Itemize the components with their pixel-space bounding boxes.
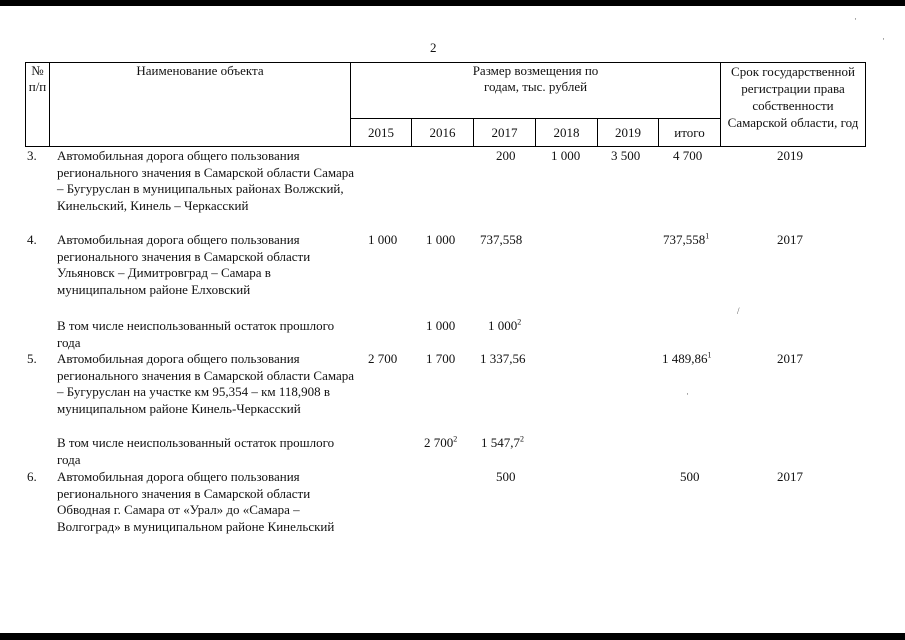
- footnote-mark: 1: [707, 350, 712, 360]
- value-total: 4 700: [673, 148, 703, 163]
- amount: 2 700: [424, 435, 454, 450]
- value-2016: [424, 435, 457, 452]
- object-name: Автомобильная дорога общего пользования регионального значения в Самарской области Обводная г. Самара от «Урал» до «Самара – Волгоград» в муниципальном районе Кинельский: [57, 469, 335, 534]
- total-header: итого: [659, 119, 721, 147]
- value-total: 500: [680, 469, 700, 484]
- scan-speck: ·: [854, 14, 857, 24]
- registration-year: 2017: [777, 469, 803, 484]
- footnote-mark: 2: [517, 317, 522, 327]
- year-2018-header: 2018: [536, 119, 598, 147]
- header-name: Наименование объекта: [50, 63, 351, 147]
- year-2015-header: 2015: [351, 119, 412, 147]
- amount: 1 000: [488, 318, 518, 333]
- header-registration: Срок государственной регистрации права собственности Самарской области, год: [721, 63, 866, 147]
- value-2017: [488, 318, 521, 335]
- year-2016-header: 2016: [412, 119, 474, 147]
- value-2015: 2 700: [368, 351, 398, 366]
- value-2015: 1 000: [368, 232, 398, 247]
- value-2016: 1 700: [426, 351, 456, 366]
- value-2019: 3 500: [611, 148, 641, 163]
- footnote-mark: 2: [453, 434, 458, 444]
- year-2019-header: 2019: [598, 119, 659, 147]
- row-number: 3.: [27, 148, 37, 163]
- value-2017: 737,558: [480, 232, 523, 247]
- registration-year: 2017: [777, 351, 803, 366]
- footnote-mark: 1: [705, 231, 710, 241]
- object-name: В том числе неиспользованный остаток прошлого года: [57, 318, 335, 350]
- object-name: Автомобильная дорога общего пользования регионального значения в Самарской области Самара – Бугуруслан в муниципальных районах Волжский, Кинельский, Кинель – Черкасский: [57, 148, 355, 213]
- top-border: [0, 0, 905, 6]
- header-table: [25, 62, 866, 147]
- object-name: Автомобильная дорога общего пользования регионального значения в Самарской области Ульяновск – Димитровград – Самара в муниципальном районе Елховский: [57, 232, 311, 297]
- bottom-border: [0, 633, 905, 640]
- value-2017: [481, 435, 524, 452]
- total-amount: 1 489,86: [662, 351, 708, 366]
- row-number: 6.: [27, 469, 37, 484]
- year-2017-header: 2017: [474, 119, 536, 147]
- value-total: [662, 351, 712, 368]
- total-amount: 737,558: [663, 232, 706, 247]
- value-2017: 1 337,56: [480, 351, 526, 366]
- page-number: 2: [430, 40, 437, 55]
- row-number: 4.: [27, 232, 37, 247]
- value-2016: 1 000: [426, 232, 456, 247]
- scan-speck: /: [737, 306, 740, 316]
- value-2018: 1 000: [551, 148, 581, 163]
- object-name: В том числе неиспользованный остаток прошлого года: [57, 435, 335, 467]
- value-total: [663, 232, 709, 249]
- object-name: Автомобильная дорога общего пользования регионального значения в Самарской области Самара – Бугуруслан на участке км 95,354 – км 118,908 в муниципальном районе Кинель-Черкасский: [57, 351, 355, 416]
- amount: 1 547,7: [481, 435, 520, 450]
- header-num: № п/п: [26, 63, 50, 147]
- footnote-mark: 2: [520, 434, 524, 444]
- value-2017: 500: [496, 469, 516, 484]
- scan-speck: ·: [882, 34, 885, 44]
- registration-year: 2017: [777, 232, 803, 247]
- row-number: 5.: [27, 351, 37, 366]
- registration-year: 2019: [777, 148, 803, 163]
- value-2017: 200: [496, 148, 516, 163]
- value-2016: 1 000: [426, 318, 456, 333]
- scan-speck: ·: [686, 389, 689, 399]
- header-compensation: Размер возмещения по годам, тыс. рублей: [351, 63, 721, 119]
